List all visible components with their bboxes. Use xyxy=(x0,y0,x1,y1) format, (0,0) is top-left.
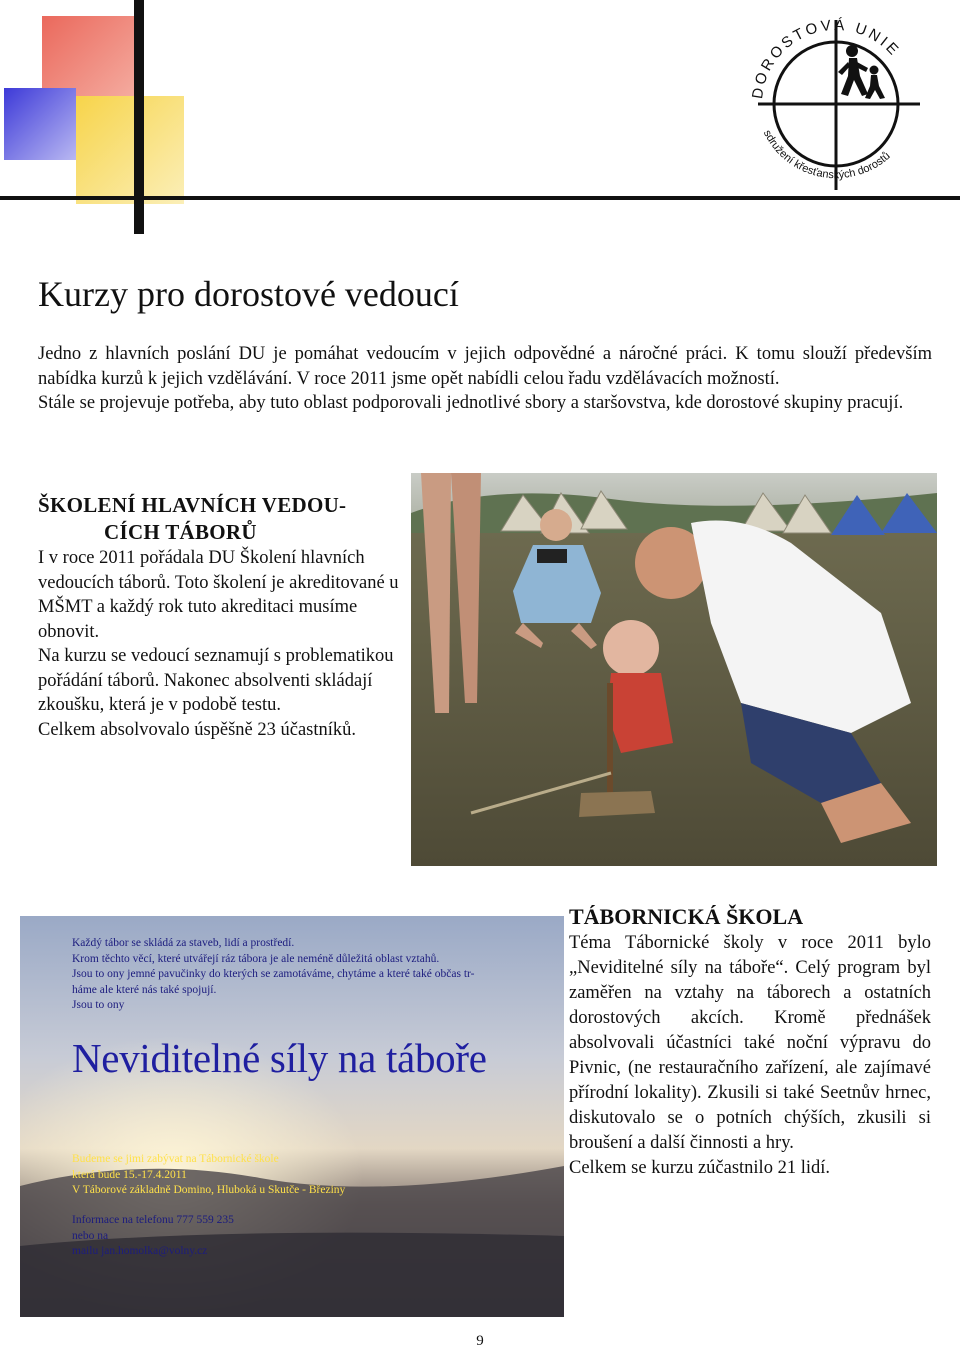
section-paragraph: I v roce 2011 pořádala DU Školení hlavních vedoucích táborů. Toto školení je akreditované u MŠMT a každý rok tuto akreditaci musíme obnovit. xyxy=(38,548,399,642)
logo-tagline: sdružení křesťanských dorostů xyxy=(760,128,893,182)
poster-headline: Neviditelné síly na táboře xyxy=(72,1035,487,1081)
camp-photo xyxy=(411,473,937,866)
poster-details-line: Budeme se jimi zabývat na Tábornické škole xyxy=(72,1153,279,1165)
poster-intro-line: háme ale které nás také spojují. xyxy=(72,983,217,996)
intro-text xyxy=(38,342,932,416)
section-paragraph: Na kurzu se vedoucí seznamují s problematikou pořádání táborů. Nakonec absolventi skládají zkoušku, která je v podobě testu. xyxy=(38,646,394,715)
poster-contact xyxy=(72,1213,234,1260)
running-figures-icon xyxy=(838,45,885,99)
poster-contact-line: nebo na xyxy=(72,1229,109,1242)
poster-intro-line: Krom těchto věcí, které utvářejí ráz tábora je ale neméně důležitá oblast vztahů. xyxy=(72,952,440,965)
section-heading: TÁBORNICKÁ ŠKOLA xyxy=(569,904,804,929)
poster-contact-line: Informace na telefonu 777 559 235 xyxy=(72,1214,234,1226)
intro-paragraph: Stále se projevuje potřeba, aby tuto oblast podporovali jednotlivé sbory a staršovstva, kde dorostové skupiny pracují. xyxy=(38,393,904,413)
page-title: Kurzy pro dorostové vedoucí xyxy=(38,274,459,314)
decor-yellow-square xyxy=(76,96,184,204)
section-training-leaders xyxy=(38,492,404,742)
decor-blue-square xyxy=(4,88,76,160)
section-heading xyxy=(38,492,404,546)
poster-intro-line: Jsou to ony jemné pavučinky do kterých se zamotáváme, chytáme a které také občas tr- xyxy=(72,968,475,980)
svg-text:DOROSTOVÁ UNIE xyxy=(749,17,903,100)
poster-intro-line: Každý tábor se skládá za staveb, lidí a prostředí. xyxy=(72,937,295,949)
page-number: 9 xyxy=(476,1333,484,1349)
section-paragraph: Téma Tábornické školy v roce 2011 bylo „Neviditelné síly na táboře“. Celý program byl zaměřen na vztahy na táborech a ostatních dorostových akcích. Kromě přednášek absolvovali účastníci také noční výpravu do Pivnic, (ne restauračního zařízení, ale zajímavé přírodní lokality). Zkusili si také Seetnův hrnec, diskutovalo se o potních chýších, zkusili si broušení a další činnosti a hry. xyxy=(569,933,931,1153)
course-poster xyxy=(20,916,564,1317)
section-heading-line: ŠKOLENÍ HLAVNÍCH VEDOU- xyxy=(38,493,347,517)
dorostova-unie-logo xyxy=(736,6,936,192)
section-paragraph: Celkem absolvovalo úspěšně 23 účastníků. xyxy=(38,719,357,740)
poster-details-line: V Táborové základně Domino, Hluboká u Skutče - Březiny xyxy=(72,1184,346,1196)
section-paragraph: Celkem se kurzu zúčastnilo 21 lidí. xyxy=(569,1158,830,1178)
section-camp-school xyxy=(569,903,931,1181)
poster-details xyxy=(72,1152,345,1199)
poster-details-line: která bude 15.-17.4.2011 xyxy=(72,1168,187,1181)
poster-contact-line: mailu jan.homolka@volny.cz xyxy=(72,1245,208,1257)
section-heading-line: CÍCH TÁBORŮ xyxy=(104,520,257,544)
poster-intro xyxy=(72,936,552,1014)
poster-intro-line: Jsou to ony xyxy=(72,999,125,1011)
intro-paragraph: Jedno z hlavních poslání DU je pomáhat vedoucím v jejich odpovědné a náročné práci. K tomu slouží především nabídka kurzů k jejich vzdělávání. V roce 2011 jsme opět nabídli celou řadu vzdělávacích možností. xyxy=(38,344,932,389)
header-horizontal-rule xyxy=(0,196,960,200)
logo-ring-text: DOROSTOVÁ UNIE xyxy=(748,16,904,100)
